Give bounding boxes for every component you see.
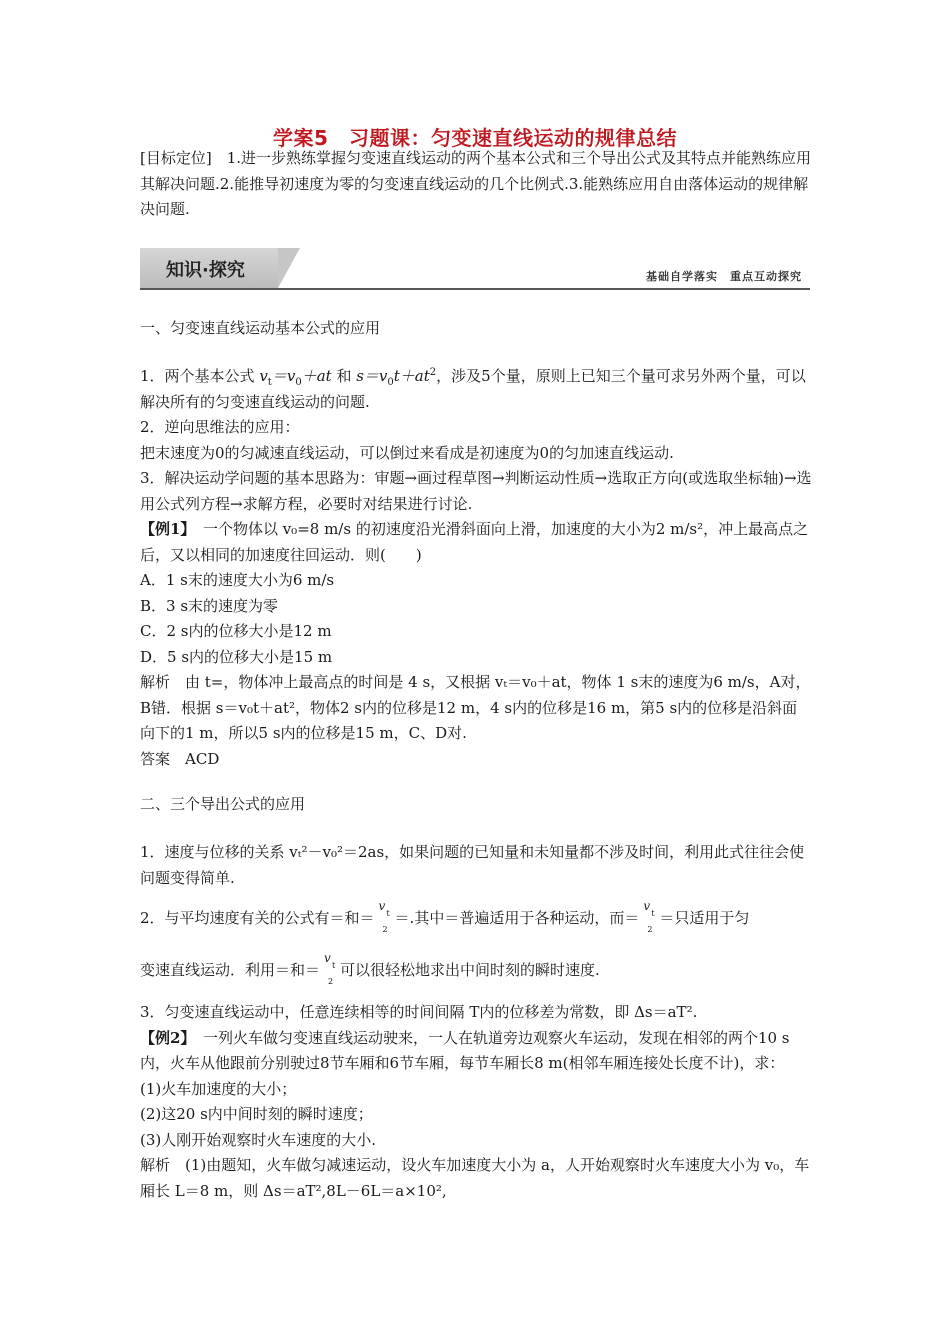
fraction-v-t-2 xyxy=(639,899,659,934)
option-a: A．1 s末的速度大小为6 m/s xyxy=(140,571,335,589)
banner-divider xyxy=(140,288,810,290)
formula: t xyxy=(267,377,272,388)
formula: s xyxy=(356,367,364,385)
paragraph: 2．逆向思维法的应用： xyxy=(140,418,300,436)
formula: t xyxy=(332,961,336,970)
solution-label: 解析 xyxy=(140,1156,171,1174)
option-c: C．2 s内的位移大小是12 m xyxy=(140,622,332,640)
formula: t＋at xyxy=(393,367,430,385)
option-d: D．5 s内的位移大小是15 m xyxy=(140,647,333,666)
section1-heading xyxy=(140,316,812,342)
section2-mean-velocity-cont xyxy=(140,951,812,986)
text-run: 变速直线运动．利用＝和＝ xyxy=(140,961,321,979)
solution-label: 解析 xyxy=(140,673,171,691)
text-run: 1．两个基本公式 xyxy=(140,367,260,385)
formula: v xyxy=(324,951,331,965)
page-title: 学案5 习题课：匀变速直线运动的规律总结 xyxy=(273,126,677,150)
section2-mean-velocity xyxy=(140,899,812,934)
example-text: 一个物体以 v₀=8 m/s 的初速度沿光滑斜面向上滑，加速度的大小为2 m/s²，冲上最高点之后，又以相同的加速度往回运动．则( ) xyxy=(140,520,809,564)
formula: 2 xyxy=(647,925,653,934)
paragraph xyxy=(140,364,812,415)
section-heading: 一、匀变速直线运动基本公式的应用 xyxy=(140,319,381,337)
text-run: 可以很轻松地求出中间时刻的瞬时速度. xyxy=(340,961,600,979)
banner-label: 知识·探究 xyxy=(166,260,245,281)
formula: 2 xyxy=(382,925,388,934)
question-1: (1)火车加速度的大小； xyxy=(140,1079,297,1098)
answer-label: 答案 xyxy=(140,749,171,768)
formula: t xyxy=(651,909,655,918)
formula: 0 xyxy=(387,377,394,388)
section-banner xyxy=(140,248,810,290)
fraction-v-t-2 xyxy=(375,899,395,934)
formula: 2 xyxy=(429,367,437,378)
section-heading: 二、三个导出公式的应用 xyxy=(140,795,306,813)
section2-body-2 xyxy=(140,1000,812,1204)
formula: ＝v xyxy=(271,367,296,385)
formula: v xyxy=(259,367,268,385)
solution-text: (1)由题知，火车做匀减速运动，设火车加速度大小为 a，人开始观察时火车速度大小为 v₀，车厢长 L＝8 m，则 Δs＝aT²,8L－6L＝a×10², xyxy=(140,1156,810,1200)
banner-right-text: 基础自学落实 重点互动探究 xyxy=(646,270,802,283)
example-label: 【例1】 xyxy=(140,520,188,538)
text-run: ＝.其中＝普遍适用于各种运动，而＝ xyxy=(394,909,640,927)
answer-1 xyxy=(140,747,812,773)
section2-heading xyxy=(140,792,812,818)
text-run: 2．与平均速度有关的公式有＝和＝ xyxy=(140,909,375,927)
fraction-v-t-2 xyxy=(320,951,340,986)
formula: v xyxy=(378,899,386,913)
paragraph: 把末速度为0的匀减速直线运动，可以倒过来看成是初速度为0的匀加速直线运动. xyxy=(140,443,674,462)
option-b: B．3 s末的速度为零 xyxy=(140,596,279,615)
formula: ＝v xyxy=(363,367,388,385)
example-1 xyxy=(140,517,812,568)
formula: v xyxy=(643,899,651,913)
answer-text: ACD xyxy=(170,749,220,768)
objective-label: [目标定位] xyxy=(140,149,212,167)
formula: t xyxy=(386,909,390,918)
paragraph xyxy=(140,951,812,986)
formula: 0 xyxy=(295,377,302,388)
text-run: ，涉及5个量，原则上已知三个量可求另外两个量，可以解决所有的匀变速直线运动的问题. xyxy=(140,367,806,411)
section2-body xyxy=(140,840,812,891)
section1-body xyxy=(140,364,812,772)
example-text: 一列火车做匀变速直线运动驶来，一人在轨道旁边观察火车运动，发现在相邻的两个10 s内，火车从他跟前分别驶过8节车厢和6节车厢，每节车厢长8 m(相邻车厢连接处长度不计)，求： xyxy=(140,1028,790,1072)
text-run: 和 xyxy=(331,367,357,385)
paragraph: 3．解决运动学问题的基本思路为：审题→画过程草图→判断运动性质→选取正方向(或选取坐标轴)→选用公式列方程→求解方程，必要时对结果进行讨论. xyxy=(140,469,812,513)
paragraph: 3．匀变速直线运动中，任意连续相等的时间间隔 T内的位移差为常数，即 Δs＝aT². xyxy=(140,1003,698,1021)
formula: ＋at xyxy=(301,367,332,385)
solution-text: 由 t=，物体冲上最高点的时间是 4 s，又根据 vₜ＝v₀＋at，物体 1 s末的速度为6 m/s，A对，B错．根据 s＝v₀t＋at²，物体2 s内的位移是12 m，4 s内的位移是16 m，第5 s内的位移是沿斜面向下的1 m，所以5 s内的位移是15 m，C、D对. xyxy=(140,673,811,742)
question-2: (2)这20 s内中间时刻的瞬时速度； xyxy=(140,1105,373,1123)
example-label: 【例2】 xyxy=(140,1028,188,1047)
paragraph: 1．速度与位移的关系 vₜ²－v₀²＝2as，如果问题的已知量和未知量都不涉及时间，利用此式往往会使问题变得简单. xyxy=(140,843,805,887)
objective-block xyxy=(140,146,812,223)
example-2 xyxy=(140,1026,812,1077)
solution-2 xyxy=(140,1153,812,1204)
objective-text: 1.进一步熟练掌握匀变速直线运动的两个基本公式和三个导出公式及其特点并能熟练应用其解决问题.2.能推导初速度为零的匀变速直线运动的几个比例式.3.能熟练应用自由落体运动的规律解决问题. xyxy=(140,149,812,218)
question-3: (3)人刚开始观察时火车速度的大小. xyxy=(140,1130,377,1149)
solution-1 xyxy=(140,670,812,747)
paragraph xyxy=(140,899,812,934)
text-run: ＝只适用于匀 xyxy=(659,909,750,927)
formula: 2 xyxy=(328,977,334,986)
